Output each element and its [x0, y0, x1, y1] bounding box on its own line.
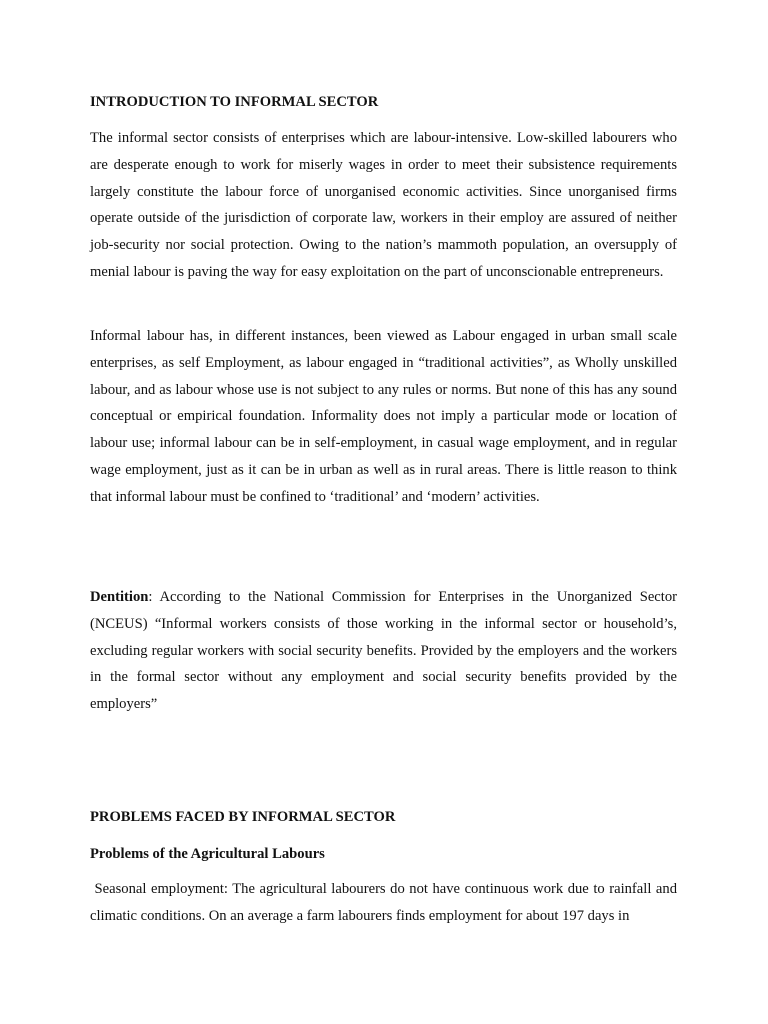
- paragraph-informal-labour: Informal labour has, in different instances, been viewed as Labour engaged in urban small scale enterprises, as self Employment, as labour engaged in “traditional activities”, as Wholly unskilled labour, and as labour whose use is not subject to any rules or norms. But none of this has any sound conceptual or empirical foundation. Informality does not imply a particular mode or location of labour use; informal labour can be in self-employment, in casual wage employment, and in regular wage employment, just as it can be in urban as well as in rural areas. There is little reason to think that informal labour must be confined to ‘traditional’ and ‘modern’ activities.: [90, 328, 677, 505]
- heading-introduction: INTRODUCTION TO INFORMAL SECTOR: [90, 94, 379, 110]
- paragraph-seasonal-employment: Seasonal employment: The agricultural labourers do not have continuous work due to rainfall and climatic conditions. On an average a farm labourers finds employment for about 197 days in: [90, 881, 677, 924]
- definition-text: : According to the National Commission for Enterprises in the Unorganized Sector (NCEUS) “Informal workers consists of those working in the informal sector or household’s, excluding regular workers with social security benefits. Provided by the employers and the workers in the formal sector without any employment and social security benefits provided by the employers”: [90, 589, 677, 713]
- definition-term: Dentition: [90, 589, 149, 605]
- paragraph-informal-sector: The informal sector consists of enterprises which are labour-intensive. Low-skilled labourers who are desperate enough to work for miserly wages in order to meet their subsistence requirements largely constitute the labour force of unorganised economic activities. Since unorganised firms operate outside of the jurisdiction of corporate law, workers in their employ are assured of neither job-security nor social protection. Owing to the nation’s mammoth population, an oversupply of menial labour is paving the way for easy exploitation on the part of unconscionable entrepreneurs.: [90, 130, 677, 280]
- paragraph-definition: [90, 584, 677, 718]
- heading-problems: PROBLEMS FACED BY INFORMAL SECTOR: [90, 809, 396, 825]
- subheading-agricultural-labours: Problems of the Agricultural Labours: [90, 846, 325, 862]
